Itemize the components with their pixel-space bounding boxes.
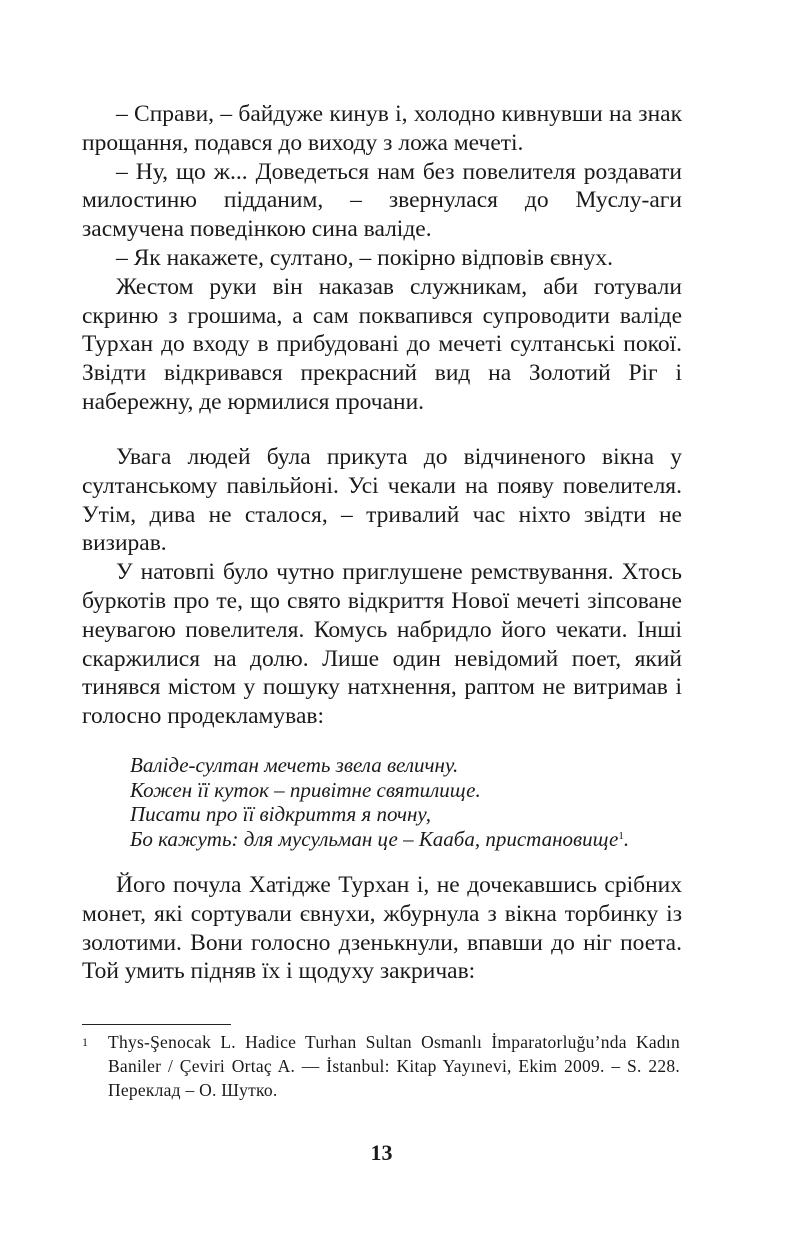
verse-line-text: Бо кажуть: для мусульман це – Кааба, пристановище — [130, 826, 619, 851]
prose-section-2 — [82, 443, 682, 731]
footnote-marker: 1 — [82, 1035, 88, 1049]
footnote-reference[interactable]: 1 — [618, 829, 624, 842]
verse-line: Кожен її куток – привітне святилище. — [130, 777, 481, 802]
paragraph: Його почула Хатідже Турхан і, не дочекавшись срібних монет, які сортували євнухи, жбурнула з вікна торбинку із золотими. Вони голосно дзенькнули, впавши до ніг поета. Той умить підняв їх і щодуху закричав: — [82, 872, 682, 985]
page-number: 13 — [370, 1140, 393, 1165]
verse-line-end: . — [623, 826, 630, 851]
paragraph: У натовпі було чутно приглушене ремствування. Хтось буркотів про те, що свято відкриття Нової мечеті зіпсоване неувагою повелителя. Комусь набридло його чекати. Інші скаржилися на долю. Лише один невідомий поет, який тинявся містом у пошуку натхнення, раптом не витримав і голосно продекламував: — [82, 559, 682, 730]
footnote-text: Thys-Şenocak L. Hadice Turhan Sultan Osmanlı İmparatorluğu’nda Kadın Baniler / Çeviri Ortaç A. — İstanbul: Kitap Yayınevi, Ekim 2009. – S. 228. Переклад – О. Шутко. — [108, 1032, 680, 1100]
paragraph: Увага людей була прикута до відчиненого вікна у султанському павільйоні. Усі чекали на появу повелителя. Утім, дива не сталося, – тривалий час ніхто звідти не визирав. — [82, 444, 682, 557]
prose-section-3 — [82, 871, 682, 986]
verse-line-last — [130, 827, 710, 852]
paragraph: – Ну, що ж... Доведеться нам без повелителя роздавати милостиню підданим, – звернулася до Муслу-аги засмучена поведінкою сина валіде. — [82, 158, 682, 243]
paragraph: – Справи, – байдуже кинув і, холодно кивнувши на знак прощання, подався до виходу з ложа мечеті. — [82, 101, 682, 156]
paragraph: – Як накажете, султано, – покірно відповів євнух. — [116, 244, 614, 271]
verse-line: Валіде-султан мечеть звела величну. — [130, 753, 459, 777]
footnote — [82, 1030, 680, 1102]
poem-verse — [130, 753, 710, 851]
paragraph: Жестом руки він наказав служникам, аби готували скриню з грошима, а сам поквапився супроводити валіде Турхан до входу в прибудовані до мечеті султанські покої. Звідти відкривався прекрасний вид на Золотий Ріг і набережну, де юрмилися прочани. — [82, 273, 682, 415]
footnote-divider — [82, 1024, 231, 1025]
verse-line: Писати про її відкриття я почну, — [130, 802, 431, 826]
prose-section-1 — [82, 100, 682, 417]
